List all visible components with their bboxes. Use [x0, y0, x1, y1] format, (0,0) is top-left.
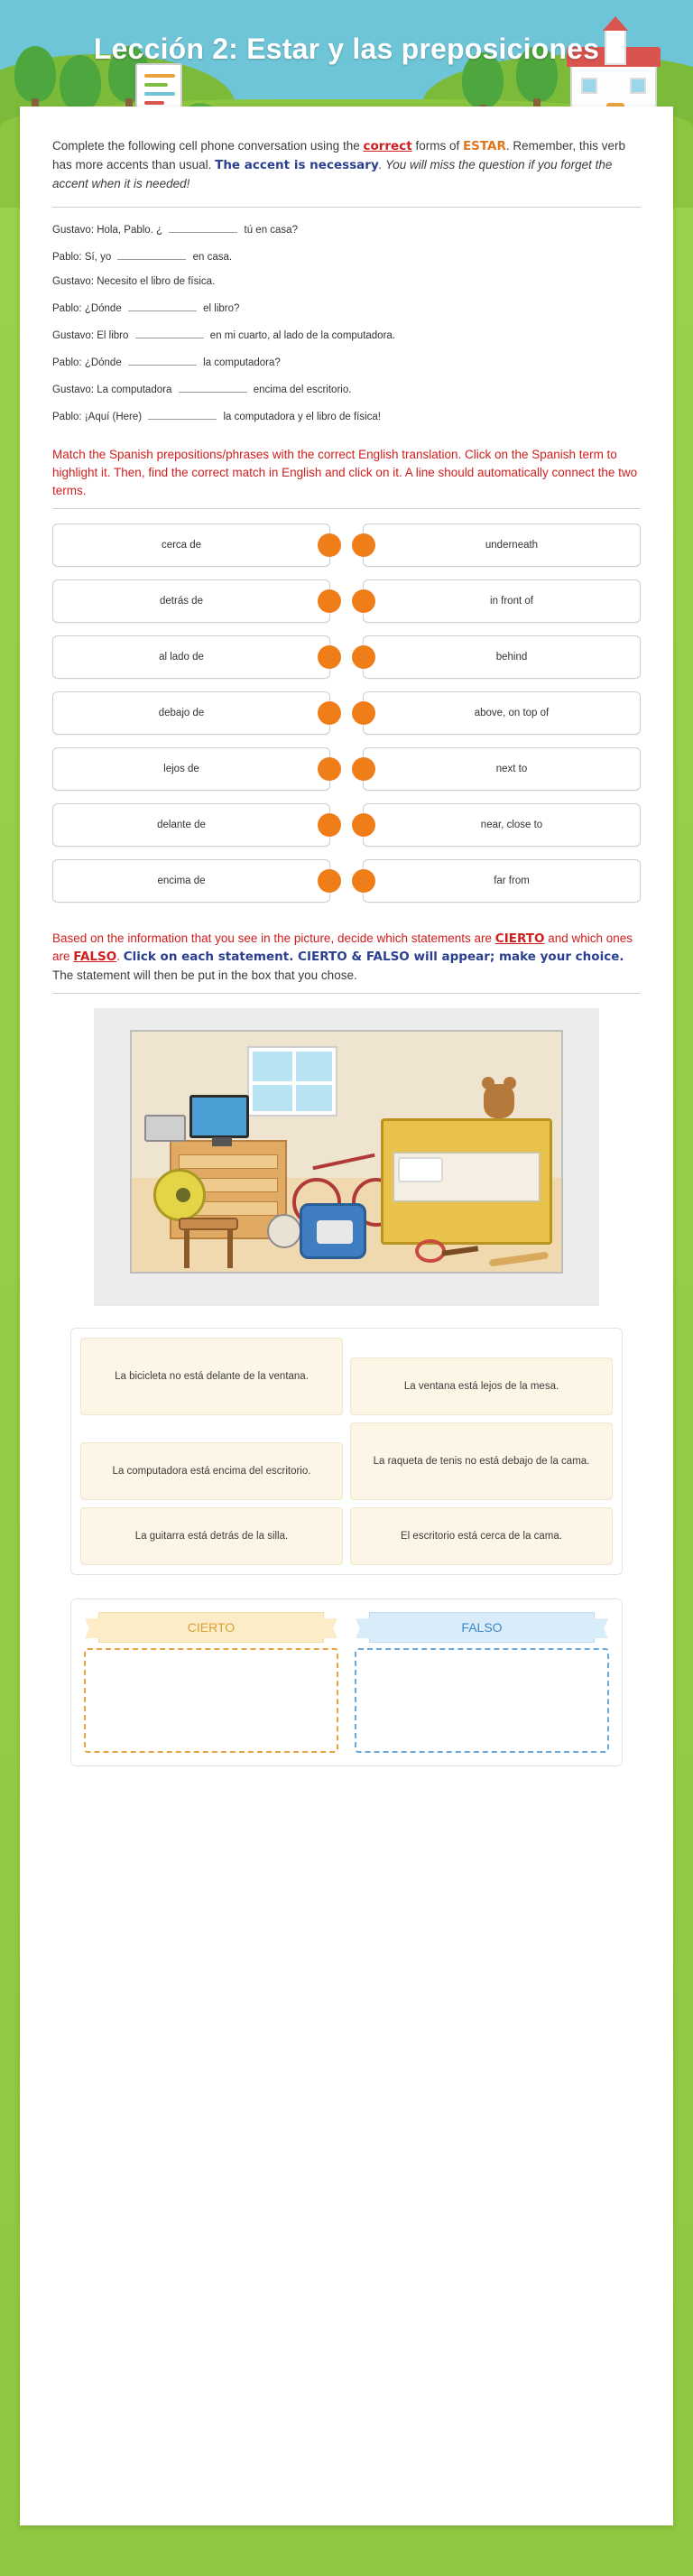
dialog-after: la computadora?	[203, 357, 281, 368]
connector-dot[interactable]	[352, 757, 375, 781]
divider	[52, 993, 641, 994]
connector-dot[interactable]	[318, 813, 341, 837]
statement-card[interactable]: La bicicleta no está delante de la ventana.	[80, 1338, 343, 1415]
dialog-line	[52, 249, 641, 263]
match-item-english[interactable]	[363, 635, 641, 679]
tennis-racket-icon	[415, 1239, 478, 1263]
match-item-spanish[interactable]	[52, 524, 330, 567]
bed-icon	[381, 1118, 552, 1245]
dialog-speaker: Pablo:	[52, 357, 82, 368]
dialog-line	[52, 409, 641, 422]
s3-part-2: and which ones are	[52, 931, 633, 964]
match-item-english[interactable]	[363, 747, 641, 791]
match-item-english[interactable]	[363, 524, 641, 567]
connector-dot[interactable]	[352, 813, 375, 837]
worksheet-sheet	[20, 107, 673, 2525]
page-title: Lección 2: Estar y las preposiciones	[93, 32, 600, 65]
dropzone-falso[interactable]	[355, 1612, 609, 1753]
falso-banner: FALSO	[369, 1612, 595, 1643]
dialog-before: ¡Aquí (Here)	[84, 411, 143, 422]
instr-part-2: forms of	[411, 139, 463, 153]
statement-card[interactable]: El escritorio está cerca de la cama.	[350, 1507, 613, 1565]
dialog-before: Sí, yo	[84, 251, 112, 263]
match-label: detrás de	[160, 595, 203, 607]
match-label: al lado de	[159, 651, 204, 663]
instr-part-4: . You will miss the question if you forget the accent when it is needed!	[52, 157, 613, 190]
dialog-line	[52, 301, 641, 314]
section3-instruction	[52, 930, 641, 987]
dialog-speaker: Gustavo:	[52, 275, 95, 287]
connector-dot[interactable]	[318, 533, 341, 557]
divider	[52, 207, 641, 208]
dialog-line	[52, 382, 641, 395]
dialog-speaker: Gustavo:	[52, 329, 95, 341]
answer-blank-4[interactable]	[135, 328, 204, 338]
match-label: next to	[495, 763, 528, 774]
dialog-after: la computadora y el libro de física!	[223, 411, 382, 422]
divider	[52, 508, 641, 509]
window-icon	[249, 1048, 336, 1115]
connector-dot[interactable]	[318, 869, 341, 893]
match-label: cerca de	[161, 539, 202, 551]
room-scene	[130, 1030, 563, 1274]
match-label: underneath	[485, 539, 539, 551]
teddy-bear-icon	[484, 1084, 514, 1118]
dialog-speaker: Gustavo:	[52, 384, 95, 395]
answer-blank-1[interactable]	[169, 222, 237, 233]
matching-exercise	[52, 524, 641, 903]
connector-dot[interactable]	[318, 701, 341, 725]
cierto-banner: CIERTO	[98, 1612, 324, 1643]
section2-instruction: Match the Spanish prepositions/phrases with the correct English translation. Click on the Spanish term to highlight it. Then, find the correct match in English and click on it. A line should automatically connect the two terms.	[52, 447, 638, 498]
dialog-before: Necesito el libro de física.	[97, 275, 216, 287]
dialog-before: Hola, Pablo. ¿	[97, 224, 163, 236]
answer-blank-3[interactable]	[128, 301, 197, 311]
statements-grid	[80, 1338, 613, 1565]
dialog-speaker: Gustavo:	[52, 224, 95, 236]
match-label: in front of	[490, 595, 533, 607]
statements-panel	[70, 1328, 623, 1575]
dialog-line	[52, 276, 641, 287]
chair-icon	[179, 1218, 238, 1268]
connector-dot[interactable]	[352, 589, 375, 613]
match-label: lejos de	[163, 763, 199, 774]
dialog-after: el libro?	[203, 302, 240, 314]
answer-blank-5[interactable]	[128, 355, 197, 366]
match-item-english[interactable]	[363, 579, 641, 623]
dialog-line	[52, 355, 641, 368]
s3-part-1: Based on the information that you see in the picture, decide which statements are	[52, 931, 495, 945]
connector-dot[interactable]	[352, 869, 375, 893]
connector-dot[interactable]	[318, 589, 341, 613]
dialog-before: El libro	[97, 329, 129, 341]
bedroom-illustration	[94, 1008, 599, 1306]
answer-blank-2[interactable]	[117, 249, 186, 260]
dialog-speaker: Pablo:	[52, 251, 82, 263]
dialog-after: tú en casa?	[244, 224, 298, 236]
s3-part-4: The statement will then be put in the box that you chose.	[52, 968, 357, 983]
dialog-speaker: Pablo:	[52, 411, 82, 422]
instr-estar: ESTAR	[462, 139, 506, 153]
statement-card[interactable]: La computadora está encima del escritorio.	[80, 1442, 343, 1500]
instr-part-1: Complete the following cell phone conversation using the	[52, 139, 364, 153]
dialog-after: en casa.	[192, 251, 233, 263]
match-label: near, close to	[480, 819, 543, 830]
connector-dot[interactable]	[318, 645, 341, 669]
connector-dot[interactable]	[318, 757, 341, 781]
connector-dot[interactable]	[352, 533, 375, 557]
match-item-spanish[interactable]	[52, 579, 330, 623]
english-column	[363, 524, 641, 903]
match-label: behind	[495, 651, 528, 663]
statement-card[interactable]: La raqueta de tenis no está debajo de la cama.	[350, 1422, 613, 1500]
s3-falso: FALSO	[73, 950, 117, 965]
answer-blank-6[interactable]	[179, 382, 247, 393]
match-label: debajo de	[158, 707, 205, 718]
connector-dot[interactable]	[352, 701, 375, 725]
spanish-column	[52, 524, 330, 903]
answer-blank-7[interactable]	[148, 409, 217, 420]
section1-instruction	[52, 137, 641, 194]
match-item-spanish[interactable]	[52, 635, 330, 679]
dialog-after: encima del escritorio.	[253, 384, 352, 395]
match-item-spanish[interactable]	[52, 859, 330, 903]
match-item-english[interactable]	[363, 691, 641, 735]
dialog-before: La computadora	[97, 384, 172, 395]
match-item-english[interactable]	[363, 803, 641, 847]
statement-card[interactable]: La ventana está lejos de la mesa.	[350, 1357, 613, 1415]
s3-cierto: CIERTO	[494, 931, 545, 946]
dialog-after: en mi cuarto, al lado de la computadora.	[209, 329, 395, 341]
match-label: far from	[494, 875, 530, 886]
connector-dot[interactable]	[352, 645, 375, 669]
dialog-line	[52, 328, 641, 341]
match-item-spanish[interactable]	[52, 691, 330, 735]
instr-accent: The accent is necessary	[215, 157, 379, 172]
dialog-before: ¿Dónde	[84, 357, 122, 368]
backpack-icon	[300, 1203, 366, 1259]
dialog-speaker: Pablo:	[52, 302, 82, 314]
dropzone-cierto[interactable]	[84, 1612, 338, 1753]
match-label: delante de	[157, 819, 206, 830]
dialog-before: ¿Dónde	[84, 302, 122, 314]
statement-card[interactable]: La guitarra está detrás de la silla.	[80, 1507, 343, 1565]
s3-click-note: Click on each statement. CIERTO & FALSO will appear; make your choice.	[123, 950, 624, 965]
cierto-drop-area[interactable]	[84, 1648, 338, 1753]
match-item-english[interactable]	[363, 859, 641, 903]
falso-drop-area[interactable]	[355, 1648, 609, 1753]
instr-correct: correct	[363, 139, 412, 153]
dialog-line	[52, 222, 641, 236]
s3-part-3: .	[116, 950, 124, 964]
match-label: above, on top of	[474, 707, 550, 718]
match-item-spanish[interactable]	[52, 747, 330, 791]
guitar-icon	[153, 1169, 206, 1221]
match-label: encima de	[157, 875, 206, 886]
match-item-spanish[interactable]	[52, 803, 330, 847]
printer-icon	[144, 1115, 186, 1142]
dropzones-panel	[70, 1598, 623, 1766]
computer-icon	[189, 1095, 249, 1138]
instr-part-3: . Remember, this verb has more accents than usual.	[52, 139, 625, 171]
